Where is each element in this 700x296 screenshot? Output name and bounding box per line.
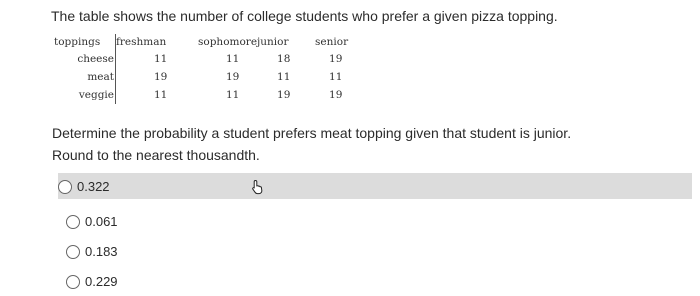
header-freshman: freshman xyxy=(116,36,167,48)
answer-option-1[interactable] xyxy=(58,179,110,194)
option-hover-highlight xyxy=(58,173,692,199)
option-label: 0.061 xyxy=(85,214,118,229)
table-cell: 19 xyxy=(329,89,343,101)
hand-pointer-icon xyxy=(251,179,265,195)
table-cell: 19 xyxy=(154,71,168,83)
answer-option-3[interactable] xyxy=(66,244,118,259)
answer-option-4[interactable] xyxy=(66,274,118,289)
row-label-veggie: veggie xyxy=(54,86,116,104)
row-label-cheese: cheese xyxy=(54,50,116,68)
table-cell: 11 xyxy=(277,71,291,83)
header-sophomore: sophomore xyxy=(198,36,258,48)
radio-button[interactable] xyxy=(66,215,80,229)
table-cell: 19 xyxy=(226,71,240,83)
radio-button[interactable] xyxy=(58,180,72,194)
answer-option-2[interactable] xyxy=(66,214,118,229)
table-row xyxy=(54,50,363,68)
header-junior: junior xyxy=(257,36,289,48)
radio-button[interactable] xyxy=(66,245,80,259)
header-senior: senior xyxy=(315,36,349,48)
option-label: 0.229 xyxy=(85,274,118,289)
table-row xyxy=(54,86,363,104)
question-text: The table shows the number of college students who prefer a given pizza topping. xyxy=(51,8,558,24)
table-cell: 19 xyxy=(329,53,343,65)
header-toppings: toppings xyxy=(54,34,116,50)
row-label-meat: meat xyxy=(54,68,116,86)
table-cell: 11 xyxy=(226,53,240,65)
table-cell: 11 xyxy=(154,53,168,65)
table-row xyxy=(54,68,363,86)
table-header-row xyxy=(54,34,363,50)
prompt-text: Determine the probability a student prefers meat topping given that student is junior. Round to the nearest thousandth. xyxy=(52,125,572,163)
option-label: 0.183 xyxy=(85,244,118,259)
table-cell: 11 xyxy=(154,89,168,101)
radio-button[interactable] xyxy=(66,275,80,289)
table-cell: 18 xyxy=(277,53,291,65)
table-cell: 11 xyxy=(329,71,343,83)
table-cell: 19 xyxy=(277,89,291,101)
option-label: 0.322 xyxy=(77,179,110,194)
table-cell: 11 xyxy=(226,89,240,101)
pizza-topping-table xyxy=(54,34,364,104)
